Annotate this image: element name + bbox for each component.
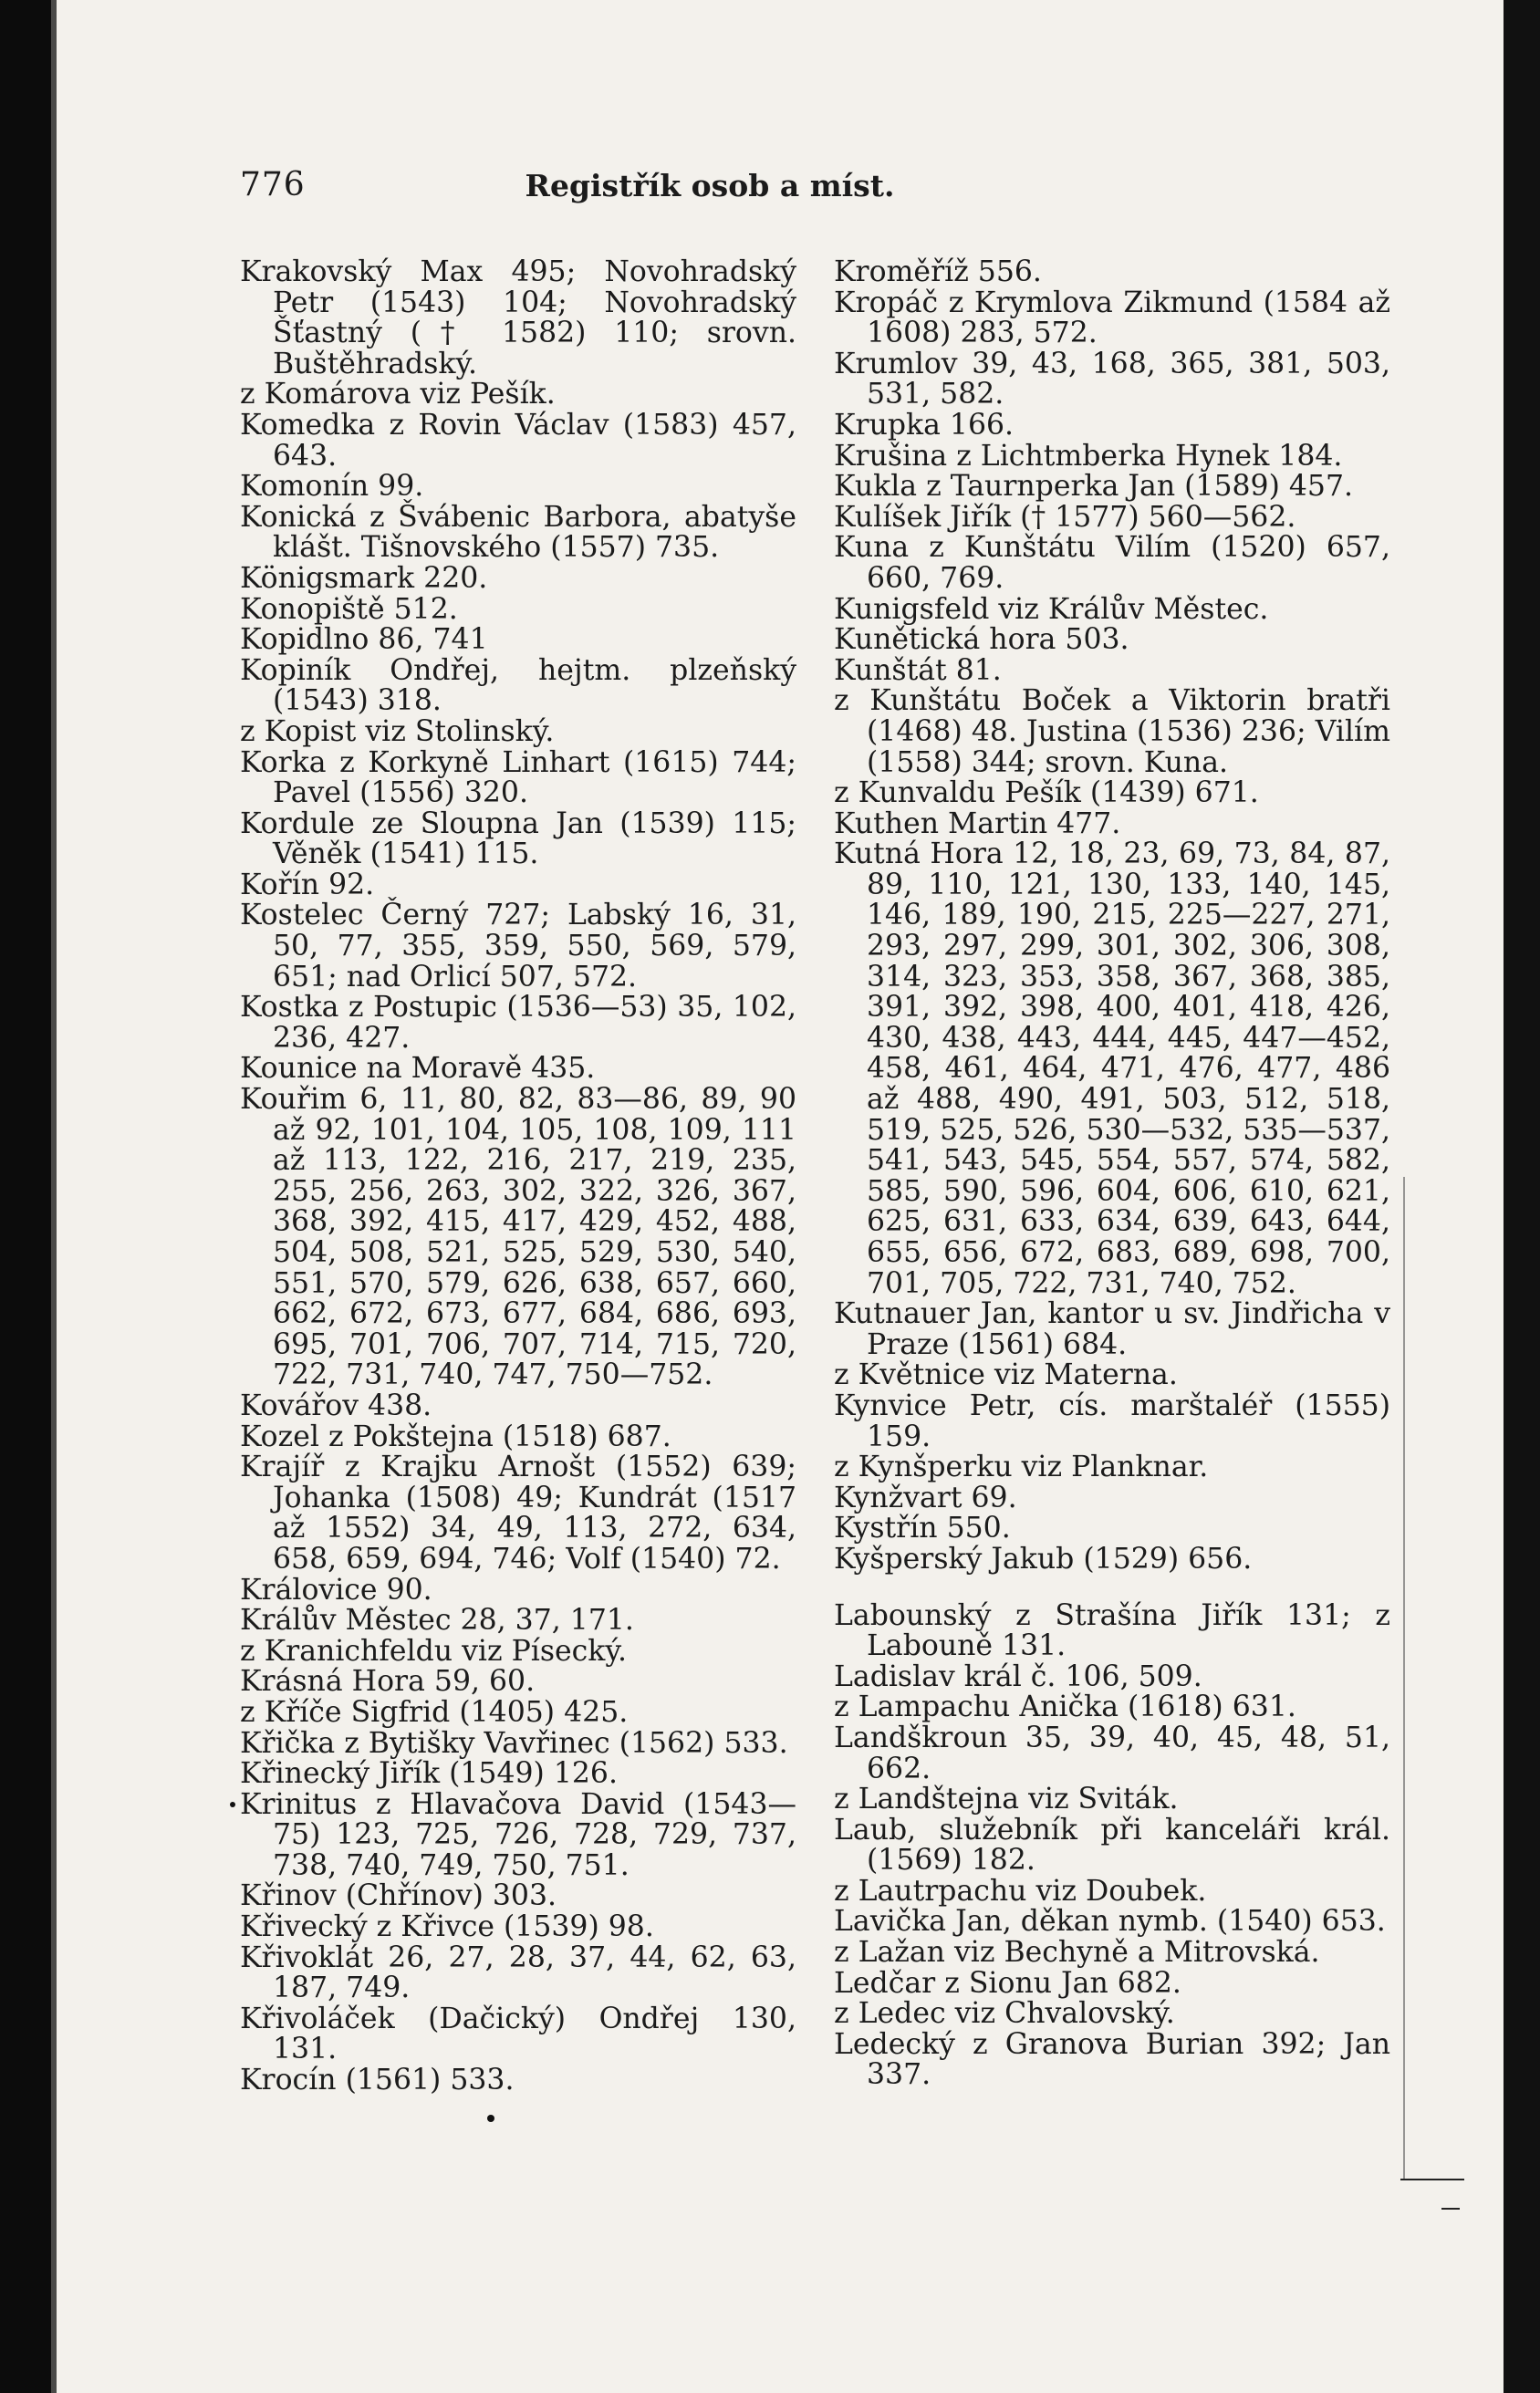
- index-entry: Kouřim 6, 11, 80, 82, 83—86, 89, 90 až 92, 101, 104, 105, 108, 109, 111 až 113, 122, 216, 217, 219, 235, 255, 256, 263, 302, 322, 326, 367, 368, 392, 415, 417, 429, 452, 488, 504, 508, 521, 525, 529, 530, 540, 551, 570, 579, 626, 638, 657, 660, 662, 672, 673, 677, 684, 686, 693, 695, 701, 706, 707, 714, 715, 720, 722, 731, 740, 747, 750—752.: [240, 1083, 796, 1392]
- index-entry: Křinov (Chřínov) 303.: [240, 1879, 557, 1913]
- index-entry: Kutná Hora 12, 18, 23, 69, 73, 84, 87, 89, 110, 121, 130, 133, 140, 145, 146, 189, 190, 215, 225—227, 271, 293, 297, 299, 301, 302, 306, 308, 314, 323, 353, 358, 367, 368, 385, 391, 392, 398, 400, 401, 418, 426, 430, 438, 443, 444, 445, 447—452, 458, 461, 464, 471, 476, 477, 486 až 488, 490, 491, 503, 512, 518, 519, 525, 526, 530—532, 535—537, 541, 543, 545, 554, 557, 574, 582, 585, 590, 596, 604, 606, 610, 621, 625, 631, 633, 634, 639, 643, 644, 655, 656, 672, 683, 689, 698, 700, 701, 705, 722, 731, 740, 752.: [834, 838, 1390, 1300]
- scan-dot: [487, 2115, 494, 2122]
- index-entry: Kroměříž 556.: [834, 255, 1042, 288]
- left-column: [240, 257, 796, 2096]
- index-entry: Křinecký Jiřík (1549) 126.: [240, 1757, 618, 1791]
- index-entry: z Komárova viz Pešík.: [240, 378, 556, 411]
- index-entry: Kunštát 81.: [834, 653, 1002, 687]
- scan-right-border: [1504, 0, 1540, 2393]
- index-entry: Korka z Korkyně Linhart (1615) 744; Pavel (1556) 320.: [240, 745, 796, 810]
- index-entry: Křička z Bytišky Vavřinec (1562) 533.: [240, 1726, 788, 1760]
- index-entry: Ladislav král č. 106, 509.: [834, 1659, 1202, 1693]
- index-entry: Königsmark 220.: [240, 561, 488, 595]
- scan-mark-line: [1403, 1177, 1405, 2180]
- index-entry: z Lautrpachu viz Doubek.: [834, 1874, 1207, 1908]
- index-entry: Komedka z Rovin Václav (1583) 457, 643.: [240, 408, 796, 473]
- index-entry: Krajíř z Krajku Arnošt (1552) 639; Johanka (1508) 49; Kundrát (1517 až 1552) 34, 49, 113, 272, 634, 658, 659, 694, 746; Volf (1540) 72.: [240, 1451, 796, 1576]
- index-entry: Kropáč z Krymlova Zikmund (1584 až 1608) 283, 572.: [834, 286, 1390, 350]
- running-title: Registřík osob a míst.: [525, 168, 895, 203]
- index-entry: Kyšperský Jakub (1529) 656.: [834, 1542, 1253, 1576]
- scan-mark-line: [1441, 2208, 1460, 2210]
- index-entry: Krinitus z Hlavačova David (1543—75) 123, 725, 726, 728, 729, 737, 738, 740, 749, 750, 751.: [240, 1787, 796, 1882]
- index-entry: Křivoláček (Dačický) Ondřej 130, 131.: [240, 2002, 796, 2066]
- scan-mark-line: [1400, 2179, 1464, 2180]
- index-entry: Kopiník Ondřej, hejtm. plzeňský (1543) 318.: [240, 653, 796, 718]
- index-entry: Laub, služebník při kanceláři král. (1569) 182.: [834, 1813, 1390, 1878]
- index-entry: Krupka 166.: [834, 408, 1015, 442]
- index-entry: Krocín (1561) 533.: [240, 2064, 515, 2097]
- index-entry: Lavička Jan, děkan nymb. (1540) 653.: [834, 1905, 1386, 1939]
- index-entry: z Kříče Sigfrid (1405) 425.: [240, 1695, 629, 1729]
- index-entry: Kozel z Pokštejna (1518) 687.: [240, 1420, 671, 1453]
- index-entry: z Kranichfeldu viz Písecký.: [240, 1634, 628, 1668]
- right-column: [834, 257, 1390, 2091]
- index-entry: z Květnice viz Materna.: [834, 1358, 1178, 1392]
- index-entry: Křivecký z Křivce (1539) 98.: [240, 1910, 654, 1944]
- index-entry: Krásná Hora 59, 60.: [240, 1665, 536, 1699]
- scan-left-border: [0, 0, 51, 2393]
- index-entry: Krumlov 39, 43, 168, 365, 381, 503, 531, 582.: [834, 347, 1390, 411]
- index-entry: z Landštejna viz Sviták.: [834, 1783, 1179, 1816]
- page-header: [240, 166, 1180, 210]
- index-entry: z Kunštátu Boček a Viktorin bratři (1468) 48. Justina (1536) 236; Vilím (1558) 344; srovn. Kuna.: [834, 684, 1390, 779]
- index-entry: Ledčar z Sionu Jan 682.: [834, 1966, 1181, 2000]
- index-entry: Komonín 99.: [240, 470, 424, 504]
- index-entry: Králův Městec 28, 37, 171.: [240, 1604, 634, 1638]
- index-entry: Kulíšek Jiřík († 1577) 560—562.: [834, 500, 1296, 534]
- index-entry: Krakovský Max 495; Novohradský Petr (1543) 104; Novohradský Šťastný († 1582) 110; srovn. Buštěhradský.: [240, 255, 796, 380]
- index-entry: Kystřín 550.: [834, 1512, 1011, 1545]
- index-entry: Kovářov 438.: [240, 1389, 432, 1422]
- index-entry: Křivoklát 26, 27, 28, 37, 44, 62, 63, 187, 749.: [240, 1940, 796, 2005]
- page-number: 776: [240, 166, 306, 203]
- index-entry: Kunigsfeld viz Králův Městec.: [834, 592, 1269, 626]
- scan-left-shadow: [51, 0, 57, 2393]
- index-entry: Kuna z Kunštátu Vilím (1520) 657, 660, 769.: [834, 531, 1390, 595]
- index-entry: Kounice na Moravě 435.: [240, 1052, 596, 1086]
- index-entry: z Lažan viz Bechyně a Mitrovská.: [834, 1936, 1320, 1970]
- index-entry: Ledecký z Granova Burian 392; Jan 337.: [834, 2027, 1390, 2092]
- index-entry: Kuthen Martin 477.: [834, 806, 1121, 840]
- index-entry: Landškroun 35, 39, 40, 45, 48, 51, 662.: [834, 1721, 1390, 1785]
- index-entry: Konopiště 512.: [240, 592, 458, 626]
- index-entry: Konická z Švábenic Barbora, abatyše klášt. Tišnovského (1557) 735.: [240, 500, 796, 565]
- index-entry: Kostelec Černý 727; Labský 16, 31, 50, 77, 355, 359, 550, 569, 579, 651; nad Orlicí 507, 572.: [240, 899, 796, 994]
- index-entry: z Kynšperku viz Planknar.: [834, 1451, 1209, 1484]
- index-entry: Kukla z Taurnperka Jan (1589) 457.: [834, 470, 1354, 504]
- index-entry: Kutnauer Jan, kantor u sv. Jindřicha v Praze (1561) 684.: [834, 1297, 1390, 1361]
- index-entry: z Kunvaldu Pešík (1439) 671.: [834, 776, 1259, 810]
- index-entry: Kořín 92.: [240, 868, 375, 901]
- index-entry: z Kopist viz Stolinský.: [240, 714, 555, 748]
- index-entry: Labounský z Strašína Jiřík 131; z Labouně 131.: [834, 1598, 1390, 1663]
- index-entry: z Ledec viz Chvalovský.: [834, 1997, 1175, 2031]
- index-entry: Kynžvart 69.: [834, 1481, 1017, 1514]
- index-entry: Královice 90.: [240, 1573, 432, 1607]
- index-entry: Kopidlno 86, 741: [240, 623, 488, 657]
- scan-dot: [230, 1802, 235, 1807]
- index-entry: z Lampachu Anička (1618) 631.: [834, 1691, 1296, 1724]
- index-entry: Kostka z Postupic (1536—53) 35, 102, 236, 427.: [240, 991, 796, 1055]
- index-entry: Kunětická hora 503.: [834, 623, 1129, 657]
- index-entry: Krušina z Lichtmberka Hynek 184.: [834, 439, 1343, 473]
- index-entry: Kynvice Petr, cís. marštaléř (1555) 159.: [834, 1389, 1390, 1453]
- index-entry: Kordule ze Sloupna Jan (1539) 115; Věněk (1541) 115.: [240, 806, 796, 871]
